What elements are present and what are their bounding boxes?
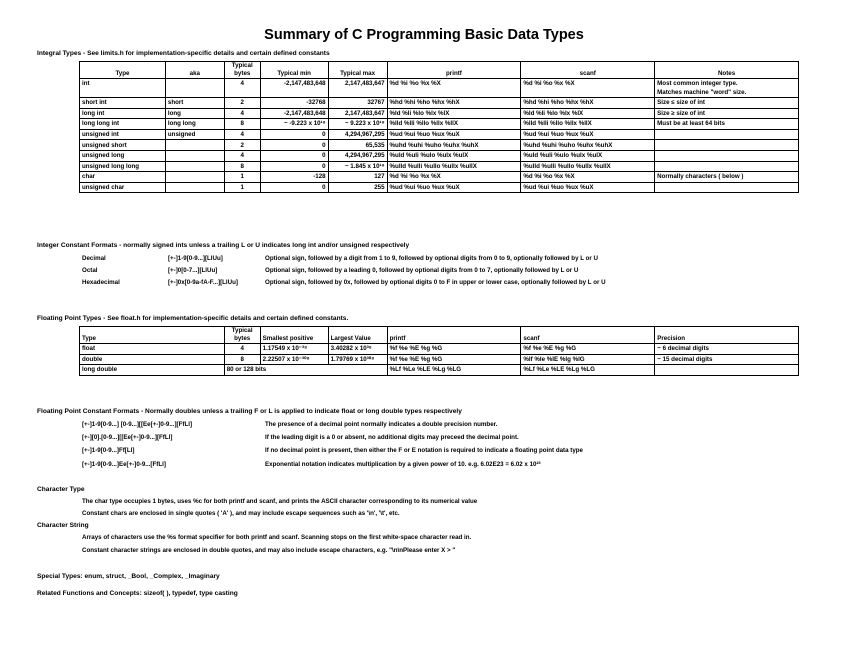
cell-scanf: %Lf %Le %LE %Lg %LG: [521, 365, 655, 376]
cell-printf: %uld %uli %ulo %ulx %ulX: [387, 150, 521, 161]
cell-min: -2,147,483,648: [260, 108, 328, 119]
cell-smallest: 2.22507 x 10⁻³⁰⁸: [260, 354, 328, 365]
int-const-heading: Integer Constant Formats - normally signed ints unless a trailing L or U indicates long int and/or unsigned respectively: [37, 242, 410, 249]
float-format-1: [+-]1-9[0-9...] [0-9...][[Ee[+-]0-9...][FfLl]: [82, 421, 193, 428]
cell-scanf: %ud %ui %uo %ux %uX: [521, 129, 655, 140]
cell-scanf: %ld %li %lo %lx %lX: [521, 108, 655, 119]
char-string-line-2: Constant character strings are enclosed in double quotes, and may also include escape characters, e.g. "\n\nPlease enter X > ": [82, 547, 456, 554]
cell-notes: [655, 140, 799, 151]
cell-aka: long: [165, 108, 224, 119]
float-desc-2: If the leading digit is a 0 or absent, no additional digits may preceed the decimal point.: [265, 434, 519, 441]
cell-bytes: 1: [224, 182, 260, 193]
cell-type: long long int: [80, 119, 166, 130]
cell-printf: %f %e %E %g %G: [387, 344, 521, 355]
cell-type: double: [80, 354, 225, 365]
cell-bytes: 8: [224, 354, 260, 365]
cell-max: 4,294,967,295: [328, 150, 387, 161]
cell-type: unsigned char: [80, 182, 166, 193]
hex-label: Hexadecimal: [82, 279, 120, 286]
cell-max: 127: [328, 172, 387, 183]
integral-header-row: [80, 62, 799, 79]
cell-aka: [165, 182, 224, 193]
notes-line-1: Most common integer type.: [657, 80, 738, 87]
octal-desc: Optional sign, followed by a leading 0, followed by optional digits from 0 to 7, optionally followed by L or U: [265, 267, 579, 274]
col-bytes: Typical bytes: [224, 327, 260, 344]
cell-min: -128: [260, 172, 328, 183]
float-format-3: [+-]1-9[0-9...]Ff[Ll]: [82, 447, 135, 454]
table-row: [80, 172, 799, 183]
col-scanf: scanf: [521, 327, 655, 344]
cell-min: 0: [260, 140, 328, 151]
cell-max: 65,535: [328, 140, 387, 151]
special-types: Special Types: enum, struct, _Bool, _Complex, _Imaginary: [37, 573, 220, 580]
cell-aka: short: [165, 98, 224, 109]
cell-min: ~ -9.223 x 10¹⁸: [260, 119, 328, 130]
cell-max: 4,294,967,295: [328, 129, 387, 140]
table-row: [80, 140, 799, 151]
cell-max: 2,147,483,647: [328, 108, 387, 119]
cell-notes: [655, 129, 799, 140]
table-row: [80, 182, 799, 193]
cell-max: 32767: [328, 98, 387, 109]
cell-printf: %ud %ui %uo %ux %uX: [387, 129, 521, 140]
cell-bytes: 4: [224, 79, 260, 98]
cell-printf: %uhd %uhi %uho %uhx %uhX: [387, 140, 521, 151]
float-types-table: [79, 326, 799, 376]
cell-max: 2,147,483,647: [328, 79, 387, 98]
decimal-format: [+-]1-9[0-9...][LlUu]: [168, 255, 223, 262]
decimal-label: Decimal: [82, 255, 106, 262]
cell-notes: Size ≤ size of int: [655, 98, 799, 109]
char-type-heading: Character Type: [37, 486, 85, 493]
table-row: [80, 344, 799, 355]
cell-aka: [165, 161, 224, 172]
col-type: Type: [80, 327, 225, 344]
cell-printf: %ld %li %lo %lx %lX: [387, 108, 521, 119]
table-row: [80, 119, 799, 130]
cell-max: ~ 9.223 x 10¹⁸: [328, 119, 387, 130]
col-printf: printf: [387, 62, 521, 79]
cell-type: long double: [80, 365, 225, 376]
cell-notes: [655, 79, 799, 98]
cell-type: unsigned int: [80, 129, 166, 140]
float-header-row: [80, 327, 799, 344]
cell-bytes: 4: [224, 129, 260, 140]
cell-notes: Normally characters ( below ): [655, 172, 799, 183]
col-type: Type: [80, 62, 166, 79]
char-type-line-2: Constant chars are enclosed in single quotes ( 'A' ), and may include escape sequences such as '\n', '\t', etc.: [82, 510, 400, 517]
float-desc-3: If no decimal point is present, then either the F or E notation is required to indicate a floating point data type: [265, 447, 583, 454]
cell-printf: %ud %ui %uo %ux %uX: [387, 182, 521, 193]
cell-printf: %ulld %ulli %ullo %ullx %ullX: [387, 161, 521, 172]
cell-largest: 1.79769 x 10³⁰⁸: [328, 354, 387, 365]
cell-printf: %lld %lli %llo %llx %llX: [387, 119, 521, 130]
cell-notes: [655, 161, 799, 172]
cell-bytes: 4: [224, 108, 260, 119]
cell-scanf: %d %i %o %x %X: [521, 79, 655, 98]
related-concepts: Related Functions and Concepts: sizeof( ), typedef, type casting: [37, 590, 238, 597]
cell-scanf: %uld %uli %ulo %ulx %ulX: [521, 150, 655, 161]
table-row: [80, 354, 799, 365]
cell-type: unsigned long: [80, 150, 166, 161]
char-type-line-1: The char type occupies 1 bytes, uses %c for both printf and scanf, and prints the ASCII character corresponding to its numerical value: [82, 498, 478, 505]
cell-bytes: 4: [224, 344, 260, 355]
col-bytes: Typical bytes: [224, 62, 260, 79]
cell-min: -32768: [260, 98, 328, 109]
cell-notes: Must be at least 64 bits: [655, 119, 799, 130]
table-row: [80, 79, 799, 98]
decimal-desc: Optional sign, followed by a digit from 1 to 9, followed by optional digits from 0 to 9, optionally followed by L or U: [265, 255, 598, 262]
cell-type: unsigned short: [80, 140, 166, 151]
table-row: [80, 108, 799, 119]
cell-aka: [165, 172, 224, 183]
notes-line-2: Matches machine "word" size.: [657, 89, 747, 96]
float-heading: Floating Point Types - See float.h for implementation-specific details and certain defined constants.: [37, 315, 349, 322]
col-max: Typical max: [328, 62, 387, 79]
col-scanf: scanf: [521, 62, 655, 79]
col-min: Typical min: [260, 62, 328, 79]
col-printf: printf: [387, 327, 521, 344]
cell-largest: 3.40282 x 10³⁸: [328, 344, 387, 355]
cell-type: short int: [80, 98, 166, 109]
cell-scanf: %d %i %o %x %X: [521, 172, 655, 183]
cell-bytes: 1: [224, 172, 260, 183]
cell-min: 0: [260, 182, 328, 193]
cell-printf: %Lf %Le %LE %Lg %LG: [387, 365, 521, 376]
cell-type: char: [80, 172, 166, 183]
float-format-2: [+-][0].[0-9...][[Ee[+-]0-9...][FfLl]: [82, 434, 173, 441]
float-desc-1: The presence of a decimal point normally indicates a double precision number.: [265, 421, 498, 428]
cell-notes: Size ≥ size of int: [655, 108, 799, 119]
cell-aka: [165, 79, 224, 98]
cell-scanf: %ulld %ulli %ullo %ullx %ullX: [521, 161, 655, 172]
cell-scanf: %hd %hi %ho %hx %hX: [521, 98, 655, 109]
table-row: [80, 150, 799, 161]
cell-min: 0: [260, 150, 328, 161]
char-string-heading: Character String: [37, 522, 89, 529]
col-smallest: Smallest positive: [260, 327, 328, 344]
cell-bytes: 80 or 128 bits: [224, 365, 387, 376]
table-row: [80, 129, 799, 140]
cell-bytes: 8: [224, 161, 260, 172]
cell-min: 0: [260, 161, 328, 172]
cell-printf: %d %i %o %x %X: [387, 79, 521, 98]
cell-aka: long long: [165, 119, 224, 130]
cell-min: -2,147,483,648: [260, 79, 328, 98]
float-format-4: [+-]1-9[0-9...]Ee[+-]0-9...[FfLl]: [82, 461, 166, 468]
cell-type: long int: [80, 108, 166, 119]
cell-aka: [165, 150, 224, 161]
hex-desc: Optional sign, followed by 0x, followed by optional digits 0 to F in upper or lower case, optionally followed by L or U: [265, 279, 606, 286]
cell-precision: ~ 6 decimal digits: [655, 344, 799, 355]
page-title: Summary of C Programming Basic Data Types: [264, 27, 584, 43]
table-row: [80, 161, 799, 172]
table-row: [80, 365, 799, 376]
hex-format: [+-]0x[0-9a-fA-F...][LlUu]: [168, 279, 238, 286]
integral-heading: Integral Types - See limits.h for implementation-specific details and certain defined constants: [37, 50, 330, 57]
cell-scanf: %f %e %E %g %G: [521, 344, 655, 355]
cell-scanf: %lf %le %lE %lg %lG: [521, 354, 655, 365]
col-notes: Notes: [655, 62, 799, 79]
cell-scanf: %ud %ui %uo %ux %uX: [521, 182, 655, 193]
cell-bytes: 2: [224, 140, 260, 151]
octal-format: [+-]0[0-7...][LlUu]: [168, 267, 218, 274]
cell-notes: [655, 150, 799, 161]
float-const-heading: Floating Point Constant Formats - Normally doubles unless a trailing F or L is applied to indicate float or long double types respectively: [37, 408, 462, 415]
cell-smallest: 1.17549 x 10⁻³⁸: [260, 344, 328, 355]
float-desc-4: Exponential notation indicates multiplication by a given power of 10. e.g. 6.02E23 = 6.02 x 10²³: [265, 461, 541, 468]
cell-scanf: %lld %lli %llo %llx %llX: [521, 119, 655, 130]
cell-precision: ~ 15 decimal digits: [655, 354, 799, 365]
cell-printf: %hd %hi %ho %hx %hX: [387, 98, 521, 109]
cell-type: unsigned long long: [80, 161, 166, 172]
cell-printf: %d %i %o %x %X: [387, 172, 521, 183]
cell-min: 0: [260, 129, 328, 140]
cell-precision: [655, 365, 799, 376]
cell-scanf: %uhd %uhi %uho %uhx %uhX: [521, 140, 655, 151]
col-aka: aka: [165, 62, 224, 79]
table-row: [80, 98, 799, 109]
cell-notes: [655, 182, 799, 193]
cell-type: float: [80, 344, 225, 355]
col-largest: Largest Value: [328, 327, 387, 344]
cell-max: 255: [328, 182, 387, 193]
octal-label: Octal: [82, 267, 98, 274]
cell-bytes: 4: [224, 150, 260, 161]
char-string-line-1: Arrays of characters use the %s format specifier for both printf and scanf. Scanning stops on the first white-space character read in.: [82, 534, 472, 541]
cell-max: ~ 1.845 x 10¹⁹: [328, 161, 387, 172]
cell-bytes: 8: [224, 119, 260, 130]
cell-printf: %f %e %E %g %G: [387, 354, 521, 365]
cell-bytes: 2: [224, 98, 260, 109]
cell-type: int: [80, 79, 166, 98]
cell-aka: unsigned: [165, 129, 224, 140]
col-precision: Precision: [655, 327, 799, 344]
cell-aka: [165, 140, 224, 151]
integral-types-table: [79, 61, 799, 193]
